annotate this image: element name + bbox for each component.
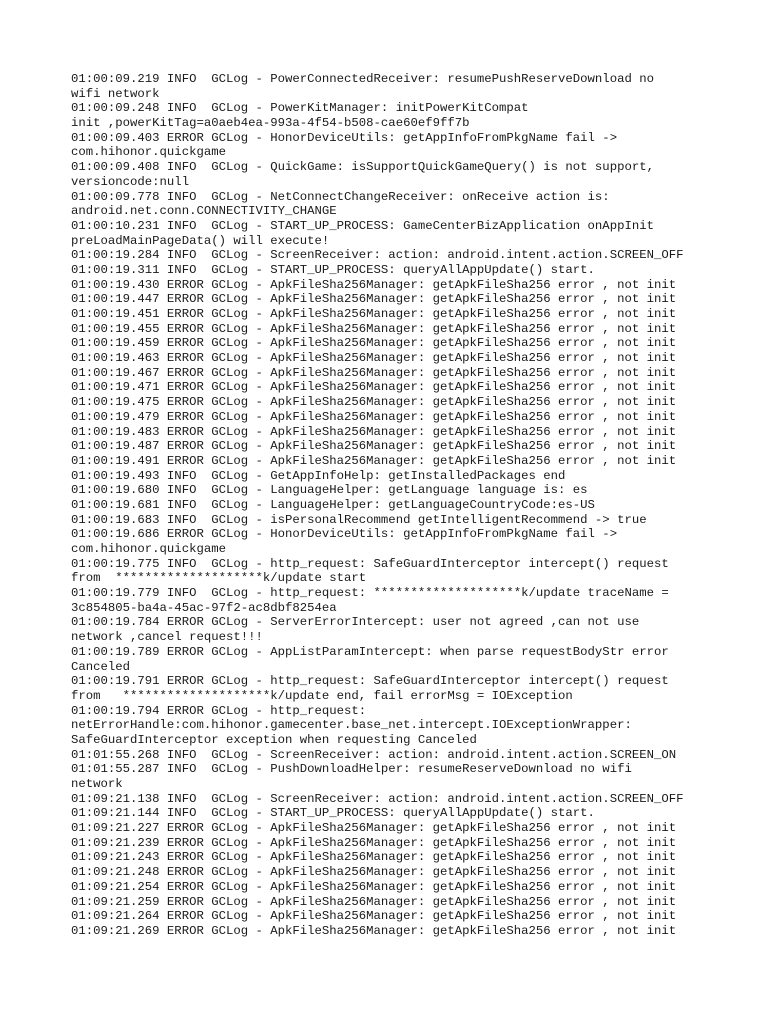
log-line: network ,cancel request!!! xyxy=(71,630,263,645)
log-line: 01:00:10.231 INFO GCLog - START_UP_PROCESS: GameCenterBizApplication onAppInit xyxy=(71,218,654,233)
log-line: 01:09:21.264 ERROR GCLog - ApkFileSha256Manager: getApkFileSha256 error , not init xyxy=(71,909,677,924)
log-line: versioncode:null xyxy=(71,174,190,189)
log-line: network xyxy=(71,777,123,791)
log-line: 01:00:19.451 ERROR GCLog - ApkFileSha256Manager: getApkFileSha256 error , not init xyxy=(71,307,677,321)
log-line: 01:00:09.408 INFO GCLog - QuickGame: isSupportQuickGameQuery() is not support, xyxy=(71,160,654,175)
log-line: 01:00:19.471 ERROR GCLog - ApkFileSha256Manager: getApkFileSha256 error , not init xyxy=(71,380,677,395)
log-line: 01:09:21.248 ERROR GCLog - ApkFileSha256Manager: getApkFileSha256 error , not init xyxy=(71,865,677,880)
log-line: 01:09:21.227 ERROR GCLog - ApkFileSha256Manager: getApkFileSha256 error , not init xyxy=(71,821,677,836)
log-line: 01:00:19.487 ERROR GCLog - ApkFileSha256Manager: getApkFileSha256 error , not init xyxy=(71,439,677,454)
log-line: 01:09:21.138 INFO GCLog - ScreenReceiver: action: android.intent.action.SCREEN_OFF xyxy=(71,791,684,806)
log-line: 01:00:19.430 ERROR GCLog - ApkFileSha256Manager: getApkFileSha256 error , not init xyxy=(71,277,677,292)
log-line: 01:00:19.479 ERROR GCLog - ApkFileSha256Manager: getApkFileSha256 error , not init xyxy=(71,409,677,424)
log-line: 01:00:19.686 ERROR GCLog - HonorDeviceUtils: getAppInfoFromPkgName fail -> xyxy=(71,527,618,542)
log-line: 3c854805-ba4a-45ac-97f2-ac8dbf8254ea xyxy=(71,600,337,615)
log-line: 01:09:21.243 ERROR GCLog - ApkFileSha256Manager: getApkFileSha256 error , not init xyxy=(71,850,677,865)
log-line: init ,powerKitTag=a0aeb4ea-993a-4f54-b508-cae60ef9ff7b xyxy=(71,116,470,131)
log-line: wifi network xyxy=(71,86,160,101)
log-line: 01:00:19.784 ERROR GCLog - ServerErrorIntercept: user not agreed ,can not use xyxy=(71,615,640,630)
log-line: 01:00:09.219 INFO GCLog - PowerConnectedReceiver: resumePushReserveDownload no xyxy=(71,72,654,86)
log-line: 01:00:19.447 ERROR GCLog - ApkFileSha256Manager: getApkFileSha256 error , not init xyxy=(71,292,677,307)
log-line: 01:00:19.680 INFO GCLog - LanguageHelper: getLanguage language is: es xyxy=(71,483,588,498)
log-line: 01:00:19.794 ERROR GCLog - http_request: xyxy=(71,703,367,718)
log-line: 01:00:19.683 INFO GCLog - isPersonalRecommend getIntelligentRecommend -> true xyxy=(71,512,647,527)
log-line: from ********************k/update end, fail errorMsg = IOException xyxy=(71,688,573,703)
log-line: com.hihonor.quickgame xyxy=(71,542,226,556)
log-line: 01:09:21.144 INFO GCLog - START_UP_PROCESS: queryAllAppUpdate() start. xyxy=(71,806,595,821)
log-line: 01:00:09.248 INFO GCLog - PowerKitManager: initPowerKitCompat xyxy=(71,101,529,116)
log-line: 01:09:21.269 ERROR GCLog - ApkFileSha256Manager: getApkFileSha256 error , not init xyxy=(71,923,677,938)
log-line: 01:00:19.791 ERROR GCLog - http_request: SafeGuardInterceptor intercept() request xyxy=(71,674,669,689)
log-line: netErrorHandle:com.hihonor.gamecenter.base_net.intercept.IOExceptionWrapper: xyxy=(71,718,632,733)
log-line: android.net.conn.CONNECTIVITY_CHANGE xyxy=(71,204,337,219)
log-line: 01:00:19.775 INFO GCLog - http_request: SafeGuardInterceptor intercept() request xyxy=(71,556,669,571)
log-line: 01:00:19.311 INFO GCLog - START_UP_PROCESS: queryAllAppUpdate() start. xyxy=(71,262,595,277)
log-line: 01:00:19.467 ERROR GCLog - ApkFileSha256Manager: getApkFileSha256 error , not init xyxy=(71,365,677,380)
log-line: 01:00:19.459 ERROR GCLog - ApkFileSha256Manager: getApkFileSha256 error , not init xyxy=(71,336,677,351)
log-line: 01:00:19.789 ERROR GCLog - AppListParamIntercept: when parse requestBodyStr error xyxy=(71,644,669,659)
log-line: preLoadMainPageData() will execute! xyxy=(71,233,330,248)
log-line: 01:09:21.259 ERROR GCLog - ApkFileSha256Manager: getApkFileSha256 error , not init xyxy=(71,894,677,909)
log-text-block xyxy=(71,72,751,939)
log-line: 01:00:19.493 INFO GCLog - GetAppInfoHelp: getInstalledPackages end xyxy=(71,468,566,483)
log-line: 01:00:19.463 ERROR GCLog - ApkFileSha256Manager: getApkFileSha256 error , not init xyxy=(71,351,677,366)
log-line: SafeGuardInterceptor exception when requesting Canceled xyxy=(71,732,477,747)
log-line: 01:00:09.778 INFO GCLog - NetConnectChangeReceiver: onReceive action is: xyxy=(71,189,610,204)
log-line: 01:00:19.491 ERROR GCLog - ApkFileSha256Manager: getApkFileSha256 error , not init xyxy=(71,453,677,468)
log-line: 01:00:19.483 ERROR GCLog - ApkFileSha256Manager: getApkFileSha256 error , not init xyxy=(71,424,677,439)
log-line: 01:09:21.254 ERROR GCLog - ApkFileSha256Manager: getApkFileSha256 error , not init xyxy=(71,879,677,894)
log-line: 01:01:55.287 INFO GCLog - PushDownloadHelper: resumeReserveDownload no wifi xyxy=(71,762,632,777)
log-line: com.hihonor.quickgame xyxy=(71,145,226,160)
log-line: 01:01:55.268 INFO GCLog - ScreenReceiver: action: android.intent.action.SCREEN_ON xyxy=(71,747,677,762)
log-line: 01:00:19.475 ERROR GCLog - ApkFileSha256Manager: getApkFileSha256 error , not init xyxy=(71,395,677,410)
log-line: Canceled xyxy=(71,659,131,674)
log-line: from ********************k/update start xyxy=(71,571,367,586)
log-line: 01:00:09.403 ERROR GCLog - HonorDeviceUtils: getAppInfoFromPkgName fail -> xyxy=(71,130,618,145)
log-line: 01:00:19.455 ERROR GCLog - ApkFileSha256Manager: getApkFileSha256 error , not init xyxy=(71,321,677,336)
log-line: 01:00:19.284 INFO GCLog - ScreenReceiver: action: android.intent.action.SCREEN_OFF xyxy=(71,248,684,263)
log-line: 01:00:19.681 INFO GCLog - LanguageHelper: getLanguageCountryCode:es-US xyxy=(71,497,595,512)
log-line: 01:09:21.239 ERROR GCLog - ApkFileSha256Manager: getApkFileSha256 error , not init xyxy=(71,835,677,850)
log-line: 01:00:19.779 INFO GCLog - http_request: ********************k/update traceName = xyxy=(71,586,669,601)
